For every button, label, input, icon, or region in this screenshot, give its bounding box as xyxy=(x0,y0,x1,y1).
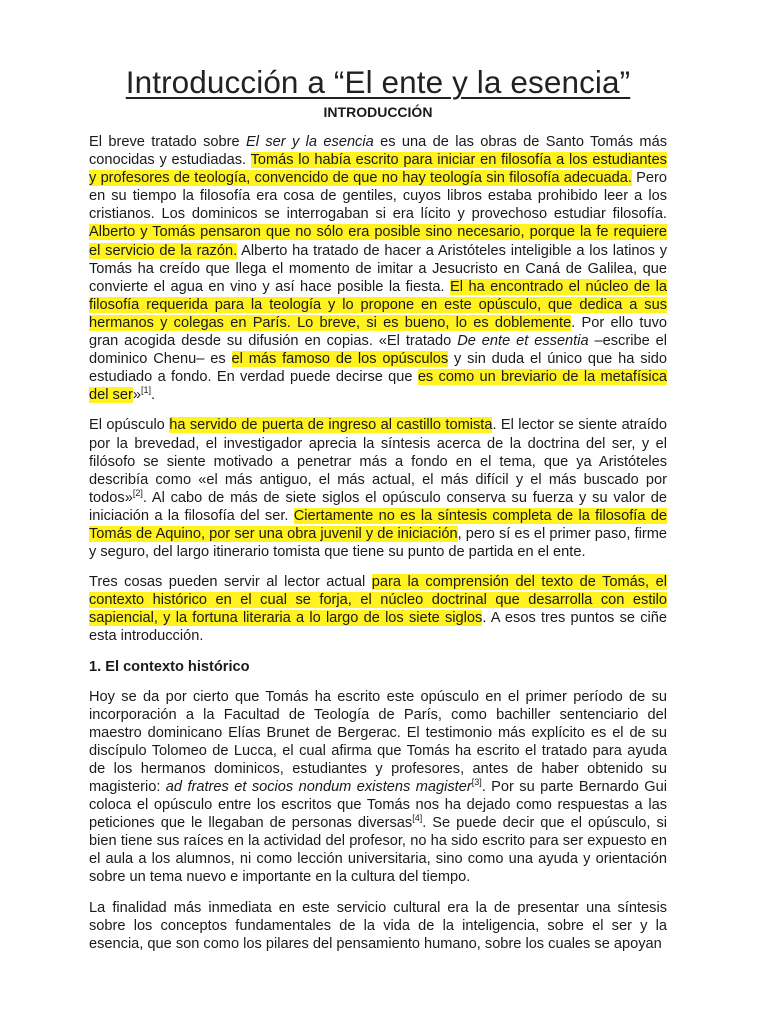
highlighted-text: el más famoso de los opúsculos xyxy=(231,351,449,368)
text-run: . El lector se siente atraído por la brevedad, el investigador aprecia la síntesis acerca de la doctrina del ser, y el filósofo se siente motivado a penetrar más a fondo en el tema, que ya Aristóteles describía como «el más antiguo, el más actual, el más difícil y el más buscado por todos» xyxy=(89,417,668,506)
footnote-ref-2[interactable]: [2] xyxy=(132,487,143,498)
italic-title: El ser y la esencia xyxy=(245,134,374,150)
text-run: El breve tratado sobre xyxy=(89,134,246,150)
text-run: Hoy se da por cierto que Tomás ha escrito este opúsculo en el primer período de su incorporación a la Facultad de Teología de París, como bachiller sentenciario del maestro dominicano Elías Brunet de Bergerac. El testimonio más explícito es el de su discípulo Tolomeo de Lucca, el cual afirma que Tomás ha escrito el tratado para ayuda de los hermanos dominicos, estudiantes y profesores, antes de haber obtenido su magisterio: xyxy=(89,688,667,795)
paragraph-4 xyxy=(89,688,667,887)
text-run: » xyxy=(132,387,141,404)
text-run: Pero en su tiempo la filosofía era cosa de gentiles, cuyos libros estaba prohibido leer a los cristianos. Los dominicos se interrogaban si era lícito y provechoso estudiar filosofía. xyxy=(89,170,667,223)
italic-title: De ente et essentia xyxy=(457,333,589,350)
text-run: –escribe el dominico Chenu– es xyxy=(89,333,667,368)
text-run: es una de las obras de Santo Tomás más conocidas y estudiadas. xyxy=(89,134,667,169)
highlighted-text: El ha encontrado el núcleo de la filosofía requerida para la teología y lo propone en este opúsculo, que dedica a sus hermanos y colegas en París. Lo breve, si es bueno, lo es doblemente xyxy=(89,278,667,331)
text-run: El opúsculo xyxy=(89,417,170,434)
footnote-ref-3[interactable]: [3] xyxy=(471,777,482,788)
highlighted-text: es como un breviario de la metafísica del ser xyxy=(89,369,667,404)
text-run: . A esos tres puntos se ciñe esta introducción. xyxy=(89,610,667,645)
document-title: Introducción a “El ente y la esencia” xyxy=(125,64,631,100)
highlighted-text: Alberto y Tomás pensaron que no sólo era posible sino necesario, porque la fe requiere el servicio de la razón. xyxy=(89,224,667,259)
footnote-ref-1[interactable]: [1] xyxy=(140,385,151,396)
highlighted-text: Tomás lo había escrito para iniciar en filosofía a los estudiantes y profesores de teología, convencido de que no hay teología sin filosofía adecuada. xyxy=(89,152,667,187)
text-run: . xyxy=(150,387,156,404)
paragraph-2 xyxy=(89,416,667,561)
text-run: Alberto ha tratado de hacer a Aristóteles inteligible a los latinos y Tomás ha creído que llega el momento de imitar a Jesucristo en Caná de Galilea, que convierte el agua en vino y así hace posible la fiesta. xyxy=(89,242,667,295)
text-run: Tres cosas pueden servir al lector actual xyxy=(89,574,372,591)
text-run: La finalidad más inmediata en este servicio cultural era la de presentar una síntesis sobre los conceptos fundamentales de la vida de la inteligencia, sobre el ser y la esencia, que son como los pilares del pensamiento humano, sobre los cuales se apoyan xyxy=(89,899,667,952)
text-run: . Al cabo de más de siete siglos el opúsculo conserva su fuerza y su valor de iniciación a la filosofía del ser. xyxy=(89,489,667,524)
paragraph-3 xyxy=(89,573,667,645)
section-heading-contexto-historico: 1. El contexto histórico xyxy=(89,658,250,675)
text-run: . Se puede decir que el opúsculo, si bien tiene sus raíces en la actividad del profesor, no ha sido escrito para ser expuesto en el aula a los alumnos, ni como lección universitaria, sino como una ayuda y orientación sobre un tema nuevo e importante en la cultura del tiempo. xyxy=(89,815,667,886)
section-heading-introduccion: INTRODUCCIÓN xyxy=(323,104,433,120)
highlighted-text: Ciertamente no es la síntesis completa de la filosofía de Tomás de Aquino, por ser una obra juvenil y de iniciación xyxy=(89,507,668,542)
highlighted-text: para la comprensión del texto de Tomás, el contexto histórico en el cual se forja, el núcleo doctrinal que desarrolla con estilo sapiencial, y la fortuna literaria a lo largo de los siete siglos xyxy=(89,574,667,627)
text-run: , pero sí es el primer paso, firme y seguro, del largo itinerario tomista que tiene su punto de partida en el ente. xyxy=(89,525,667,561)
paragraph-5 xyxy=(89,899,667,953)
text-run: . Por ello tuvo gran acogida desde su difusión en copias. «El tratado xyxy=(89,314,668,350)
highlighted-text: ha servido de puerta de ingreso al castillo tomista xyxy=(169,417,493,434)
paragraph-1 xyxy=(89,133,667,404)
text-run: y sin duda el único que ha sido estudiado a fondo. En verdad puede decirse que xyxy=(89,351,667,386)
footnote-ref-4[interactable]: [4] xyxy=(412,813,423,824)
text-run: . Por su parte Bernardo Gui coloca el opúsculo entre los escritos que Tomás nos ha dejado como respuestas a las peticiones que le llegaban de personas diversas xyxy=(89,779,667,832)
italic-latin-quote: ad fratres et socios nondum existens magister xyxy=(165,779,472,795)
